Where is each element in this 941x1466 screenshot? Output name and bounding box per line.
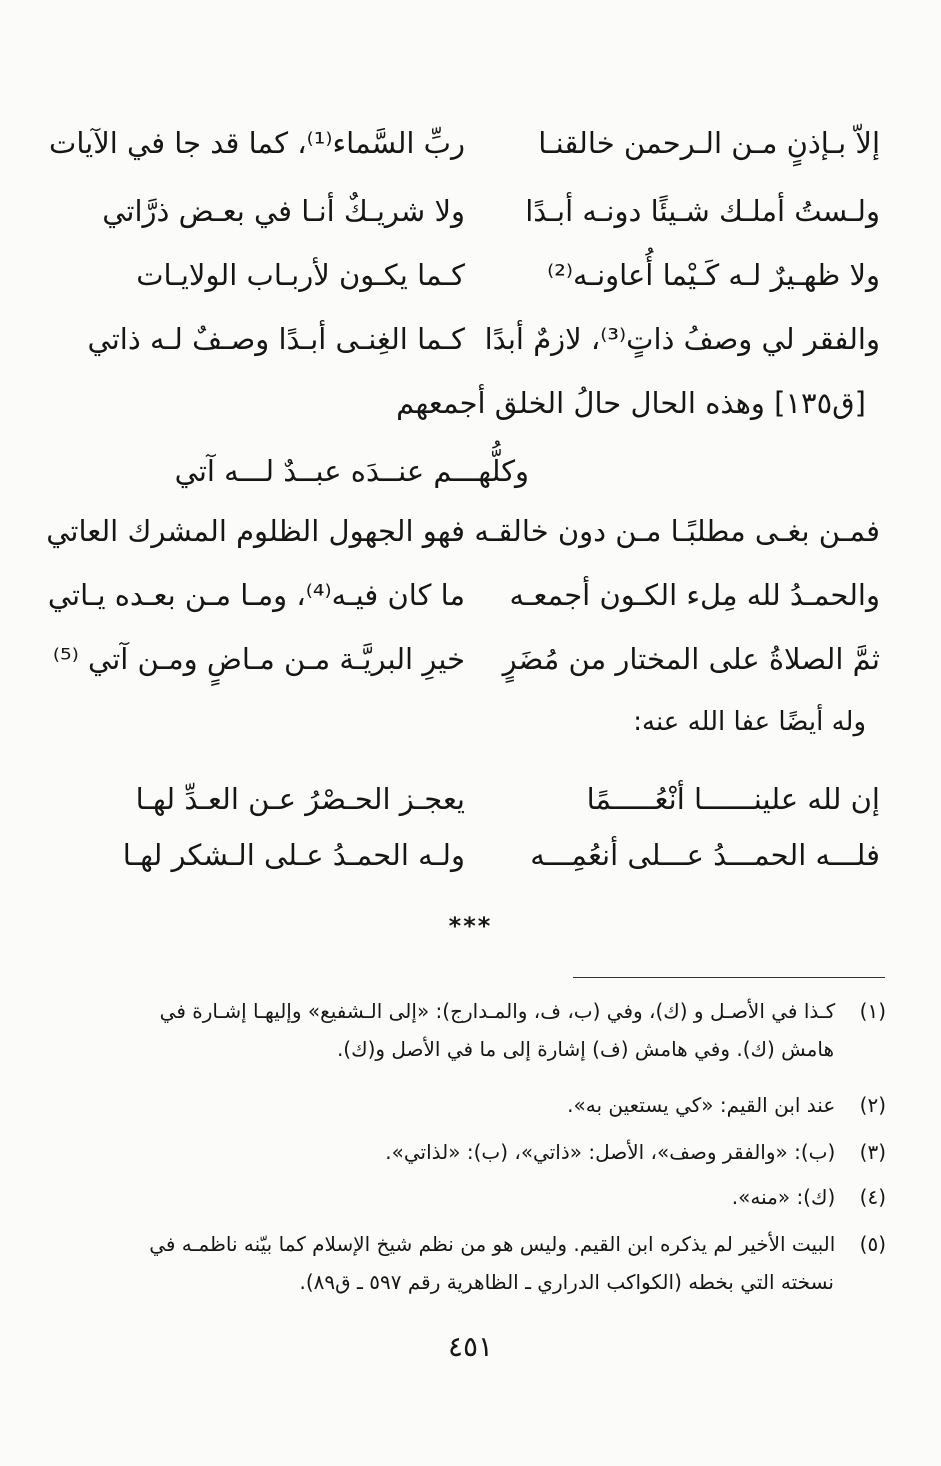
- verse-first-hemistich: ولـستُ أملـك شـيئًا دونـه أبـدًا: [525, 194, 880, 228]
- verse-second-hemistich: ولا شريـكٌ أنـا في بعـض ذرَّاتي: [102, 194, 465, 228]
- footnote: [80, 1086, 886, 1124]
- verse-first-hemistich: ولا ظهـيرٌ لـه كَـيْما أُعاونـه⁽²⁾: [547, 258, 880, 292]
- footnote-number: (١): [859, 999, 886, 1023]
- footnote-text: هامش (ك). وفي هامش (ف) إشارة إلى ما في الأصل و(ك).: [336, 1037, 834, 1061]
- footnote-text: نسخته التي بخطه (الكواكب الدراري ـ الظاهرية رقم ٥٩٧ ـ ق٨٩).: [299, 1270, 834, 1294]
- footnote-text: عند ابن القيم: «كي يستعين به».: [567, 1093, 836, 1117]
- verse-first-hemistich: إن لله علينــــــا أنْعُـــــمًا: [586, 782, 880, 816]
- single-verse-second: وكلُّهـــم عنــدَه عبــدٌ لـــه آتي: [174, 454, 529, 488]
- poem-intro: وله أيضًا عفا الله عنه:: [633, 707, 866, 737]
- verse-line: [80, 186, 880, 236]
- verse-line: [80, 830, 880, 880]
- footnote-number: (٢): [859, 1093, 886, 1117]
- section-separator: ***: [448, 912, 493, 940]
- footnote-text: البيت الأخير لم يذكره ابن القيم. وليس هو من نظم شيخ الإسلام كما بيّنه ناظمـه في: [149, 1232, 836, 1256]
- footnote-text: كـذا في الأصـل و (ك)، وفي (ب، ف، والمـدارج): «إلى الـشفيع» وإليهـا إشـارة في: [159, 999, 836, 1023]
- footnote-text: (ك): «منه».: [731, 1185, 836, 1209]
- footnote-number: (٣): [859, 1140, 886, 1164]
- verse-second-hemistich: ولـه الحمـدُ عـلى الـشكر لهـا: [122, 838, 465, 872]
- footnote-number: (٤): [859, 1185, 886, 1209]
- footnote: [80, 1178, 886, 1216]
- single-verse-first: [ق١٣٥] وهذه الحال حالُ الخلق أجمعهم: [396, 386, 866, 420]
- verse-line: [49, 118, 880, 168]
- verse-first-hemistich: ثمَّ الصلاةُ على المختار من مُضَرٍ: [502, 642, 880, 676]
- footnote: [80, 1225, 886, 1301]
- verse-line: [46, 506, 880, 556]
- footnote-divider: [573, 977, 885, 978]
- verse-first-hemistich: فمـن بغـى مطلبًـا مـن دون خالقـه: [474, 514, 880, 548]
- verse-first-hemistich: فلـــه الحمـــدُ عـــلى أنعُمِـــه: [530, 838, 880, 872]
- footnote-text: (ب): «والفقر وصف»، الأصل: «ذاتي»، (ب): «لذاتي».: [385, 1140, 836, 1164]
- footnote: [80, 1133, 886, 1171]
- verse-first-hemistich: إلاّ بـإذنٍ مـن الـرحمن خالقنـا: [538, 126, 880, 160]
- verse-line: [52, 634, 880, 684]
- verse-second-hemistich: كـما يكـون لأربـاب الولايـات: [136, 258, 465, 292]
- verse-line: [80, 774, 880, 824]
- verse-line: [47, 570, 880, 620]
- verse-line: [80, 314, 880, 364]
- verse-second-hemistich: ربِّ السَّماء⁽¹⁾، كما قد جا في الآيات: [49, 126, 465, 160]
- footnote: [80, 992, 886, 1068]
- verse-first-hemistich: والحمـدُ لله مِلء الكـون أجمعـه: [509, 578, 880, 612]
- footnote-number: (٥): [859, 1232, 886, 1256]
- verse-first-hemistich: والفقر لي وصفُ ذاتٍ⁽³⁾، لازمٌ أبدًا: [484, 322, 880, 356]
- verse-second-hemistich: ما كان فيـه⁽⁴⁾، ومـا مـن بعـده يـاتي: [47, 578, 465, 612]
- verse-line: [80, 250, 880, 300]
- page-number: ٤٥١: [447, 1330, 494, 1363]
- verse-second-hemistich: فهو الجهول الظلوم المشرك العاتي: [46, 514, 465, 548]
- verse-second-hemistich: كـما الغِنـى أبـدًا وصـفٌ لـه ذاتي: [87, 322, 465, 356]
- verse-second-hemistich: خيرِ البريَّـة مـن مـاضٍ ومـن آتي ⁽⁵⁾: [52, 642, 465, 676]
- verse-second-hemistich: يعجـز الحـصْرُ عـن العـدِّ لهـا: [135, 782, 465, 816]
